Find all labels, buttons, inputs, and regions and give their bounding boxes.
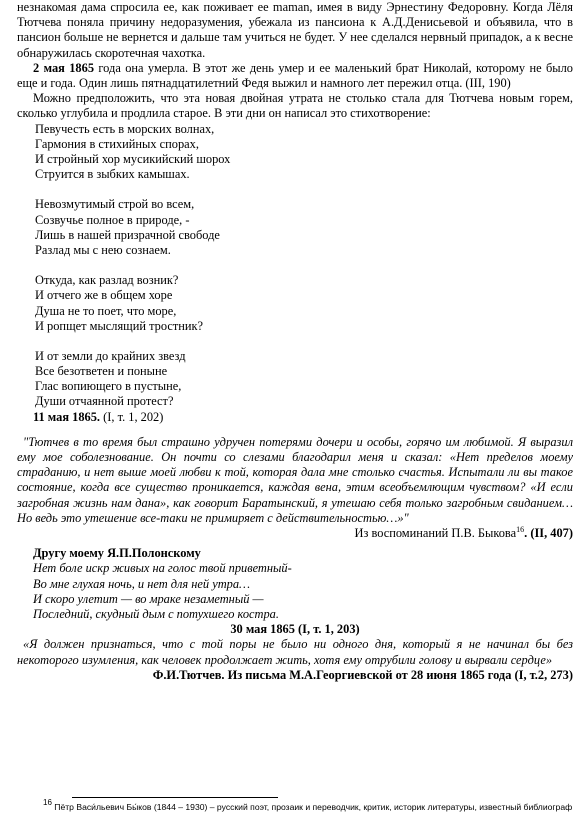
poem-line: Души отчаянной протест?: [35, 394, 174, 409]
poem-line: Все безответен и поныне: [35, 364, 168, 379]
footnote-divider: [72, 797, 278, 798]
poem-line: Струится в зыбких камышах.: [35, 167, 190, 182]
poem-line: Откуда, как разлад возник?: [35, 273, 179, 288]
poem-polonsky-date: 30 мая 1865 (I, т. 1, 203): [230, 622, 360, 637]
poem-line: И стройный хор мусикийский шорох: [35, 152, 231, 166]
quote-bykov: "Тютчев в то время был страшно удручен потерями дочери и особы, горячо им любимой. Я выразил ему мое соболезнование. Он почти со слезами благодарил меня и сказал: «Нет пределов моему страданию, и нет выше моей любви к той, которая дала мне столько счастья. Испытали ли вы такое состояние, когда все существо проникается, каждая вена, этим всеобъемлющим чувством? «И если загробная жизнь нам дана», как говорит Баратынский, я утешаю себя только загробным свиданием… Но ведь это утешение все-таки не примиряет с действительностью…»": [17, 434, 573, 525]
poem-line: Последний, скудный дым с потухшего костра.: [33, 607, 279, 622]
quote-bykov-source: [17, 526, 573, 541]
poem-date-bold: 11 мая 1865.: [33, 409, 101, 424]
paragraph-death-date: [17, 61, 573, 91]
poem-line: Невозмутимый строй во всем,: [35, 197, 195, 212]
death-date-text: года она умерла. В этот же день умер и ее маленький брат Николай, которому не было еще и года. Один лишь пятнадцатилетний Федя выжил и намного лет пережил отца. (III, 190): [17, 60, 573, 91]
paragraph-opening: незнакомая дама спросила ее, как поживает ее maman, имея в виду Эрнестину Федоровну. Когда Лёля Тютчева поняла причину недоразумения, убежала из пансиона к А.Д.Денисьевой и объявила, что в пансион больше не вернется и дальше там учиться не будет. У нее сделался нервный припадок, а к весне обнаружилась скоротечная чахотка.: [17, 0, 573, 60]
paragraph-intro-poem: Можно предположить, что эта новая двойная утрата не столько стала для Тютчева новым горем, сколько углубила и продлила старое. В эти дни он написал это стихотворение:: [17, 91, 573, 121]
poem-line: Созвучье полное в природе, -: [35, 212, 190, 227]
footnote-text: Пётр Васи́льевич Бы́ков (1844 – 1930) – русский поэт, прозаик и переводчик, критик, историк литературы, известный библиограф: [51, 802, 573, 812]
poem-polonsky: [33, 561, 573, 622]
poem-line: Гармония в стихийных спорах,: [35, 136, 199, 151]
poem-line: Во мне глухая ночь, и нет для ней утра…: [33, 576, 251, 591]
poem-line: Глас вопиющего в пустыне,: [35, 379, 182, 394]
footnote-number: 16: [43, 798, 52, 807]
source-ref: . (II, 407): [524, 526, 573, 541]
poem-line: И от земли до крайних звезд: [35, 348, 186, 363]
poem-line: И скоро улетит — во мраке незаметный —: [33, 591, 264, 606]
poem-line: Разлад мы с нею сознаем.: [35, 242, 171, 257]
page-body: [17, 0, 573, 683]
poem-line: И отчего же в общем хоре: [35, 288, 173, 303]
poem-line: И ропщет мыслящий тростник?: [35, 318, 204, 333]
poem-date-ref: (I, т. 1, 202): [100, 409, 164, 424]
poem-line: Нет боле искр живых на голос твой приветный-: [33, 561, 292, 576]
poem-title: Другу моему Я.П.Полонскому: [33, 546, 201, 561]
poem-line: Лишь в нашей призрачной свободе: [35, 227, 220, 242]
footnote: [17, 798, 573, 815]
source-text: Из воспоминаний П.В. Быкова: [354, 526, 517, 541]
poem-line: Певучесть есть в морских волнах,: [35, 121, 215, 136]
poem-line: Душа не то поет, что море,: [35, 303, 177, 318]
quote-letter: «Я должен признаться, что с той поры не было ни одного дня, который я не начинал бы без некоторого изумления, как человек продолжает жить, хотя ему отрубили голову и вырвали сердце»: [17, 637, 573, 667]
poem-pevuchest: [35, 122, 573, 410]
poem-date: [33, 410, 573, 425]
death-date: 2 мая 1865: [33, 60, 95, 75]
footnote-mark[interactable]: 16: [516, 525, 525, 535]
quote-letter-source: Ф.И.Тютчев. Из письма М.А.Георгиевской от 28 июня 1865 года (I, т.2, 273): [152, 667, 573, 682]
